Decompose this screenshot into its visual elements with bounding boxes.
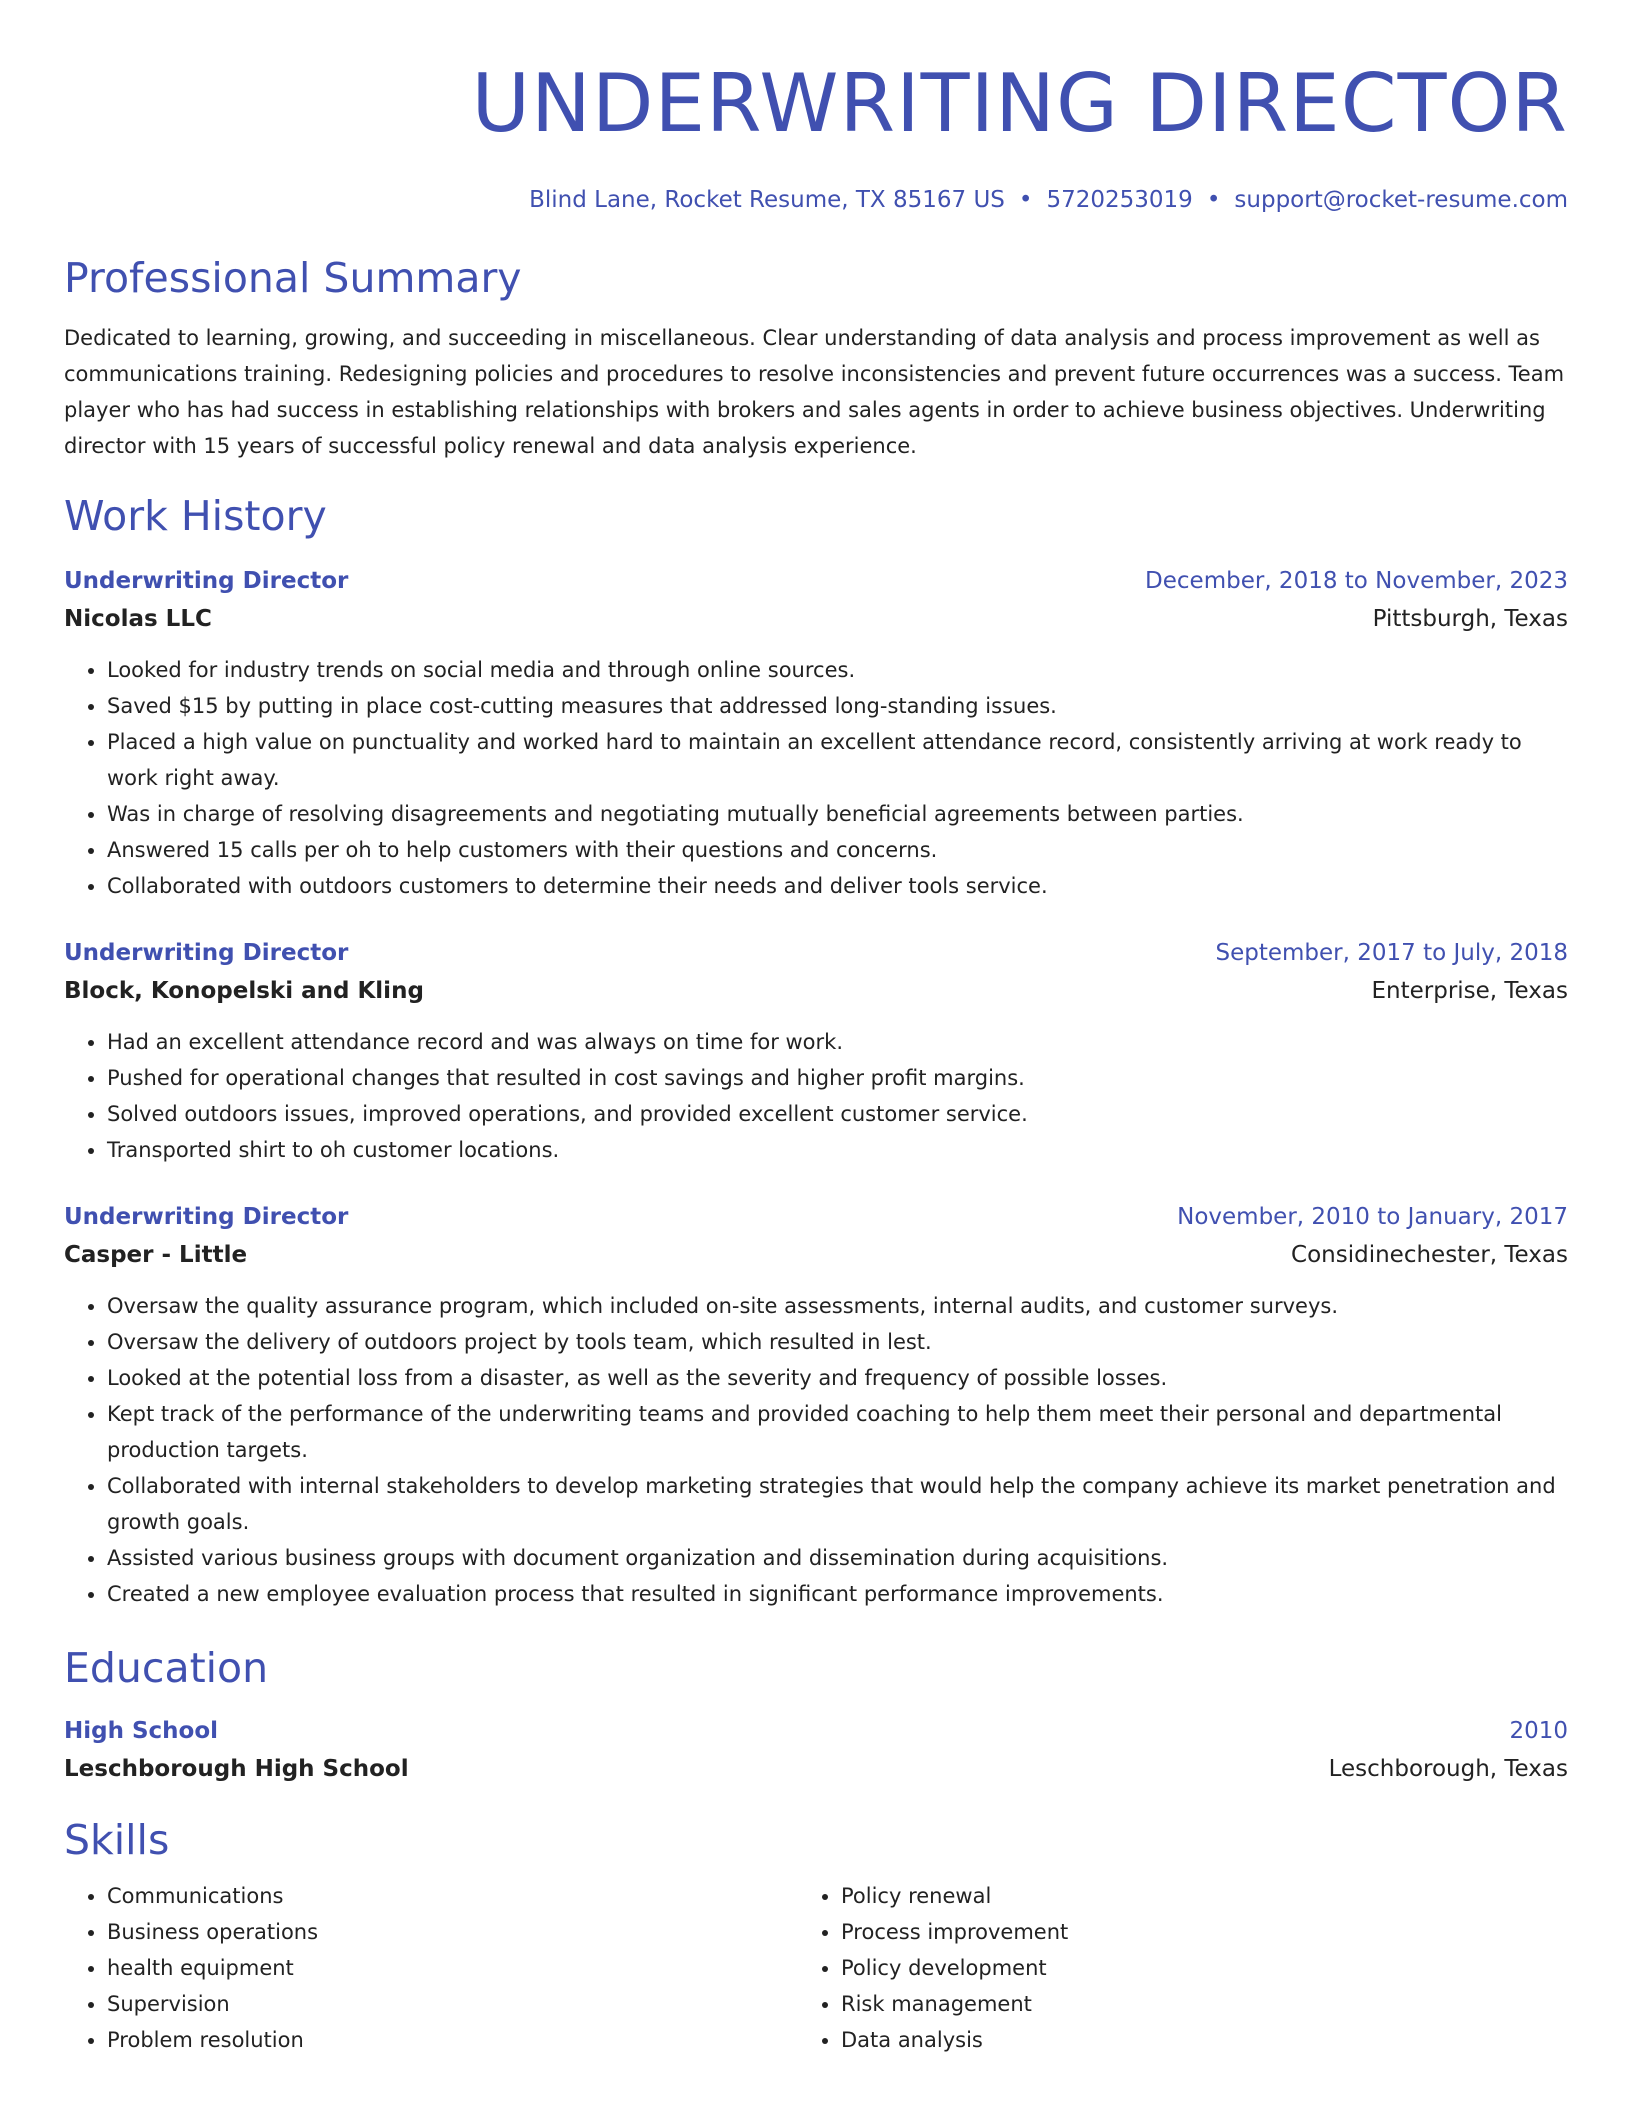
skill-item: • Policy development [841, 1950, 1532, 1986]
job-bullet: • Was in charge of resolving disagreements and negotiating mutually beneficial agreements between parties. [107, 796, 1568, 832]
skill-item: • Business operations [107, 1914, 798, 1950]
skills-list [64, 1878, 1568, 2058]
skills-column-left [64, 1878, 798, 2058]
job-bullet: • Answered 15 calls per oh to help customers with their questions and concerns. [107, 832, 1568, 868]
job-bullet: • Oversaw the quality assurance program, which included on-site assessments, internal audits, and customer surveys. [107, 1288, 1568, 1324]
job-dates: November, 2010 to January, 2017 [1177, 1204, 1568, 1230]
contact-line [64, 184, 1568, 216]
job-title: Underwriting Director [64, 568, 349, 594]
job-bullet: • Assisted various business groups with document organization and dissemination during acquisitions. [107, 1540, 1568, 1576]
job-bullets [64, 1024, 1568, 1168]
skills-column-right [798, 1878, 1532, 2058]
job-bullet: • Saved $15 by putting in place cost-cutting measures that addressed long-standing issues. [107, 688, 1568, 724]
job-entry [64, 562, 1568, 904]
job-bullet: • Looked at the potential loss from a disaster, as well as the severity and frequency of possible losses. [107, 1360, 1568, 1396]
education-location: Leschborough, Texas [1328, 1756, 1568, 1782]
job-location: Enterprise, Texas [1371, 978, 1568, 1004]
job-employer: Nicolas LLC [64, 606, 212, 632]
skill-item: • Problem resolution [107, 2022, 798, 2058]
contact-separator: • [1206, 187, 1221, 213]
skill-item: • Communications [107, 1878, 798, 1914]
job-bullet: • Placed a high value on punctuality and worked hard to maintain an excellent attendance record, consistently arriving at work ready to work right away. [107, 724, 1568, 796]
job-title: Underwriting Director [64, 1204, 349, 1230]
job-location: Considinechester, Texas [1291, 1242, 1568, 1268]
job-bullet: • Had an excellent attendance record and was always on time for work. [107, 1024, 1568, 1060]
job-entry [64, 934, 1568, 1168]
job-bullet: • Kept track of the performance of the underwriting teams and provided coaching to help them meet their personal and departmental production targets. [107, 1396, 1568, 1468]
contact-phone: 5720253019 [1046, 187, 1193, 213]
work-history-heading: Work History [64, 492, 327, 540]
education-heading: Education [64, 1644, 269, 1692]
skills-heading: Skills [64, 1816, 170, 1864]
job-bullets [64, 1288, 1568, 1612]
job-bullet: • Transported shirt to oh customer locations. [107, 1132, 1568, 1168]
education-entry [64, 1712, 1568, 1788]
job-dates: September, 2017 to July, 2018 [1215, 940, 1568, 966]
job-entry [64, 1198, 1568, 1612]
skill-item: • health equipment [107, 1950, 798, 1986]
job-bullet: • Pushed for operational changes that resulted in cost savings and higher profit margins. [107, 1060, 1568, 1096]
contact-address: Blind Lane, Rocket Resume, TX 85167 US [529, 187, 1005, 213]
job-employer: Casper - Little [64, 1242, 248, 1268]
resume-header [64, 56, 1568, 216]
skill-item: • Policy renewal [841, 1878, 1532, 1914]
skill-item: • Process improvement [841, 1914, 1532, 1950]
job-bullet: • Oversaw the delivery of outdoors project by tools team, which resulted in lest. [107, 1324, 1568, 1360]
job-employer: Block, Konopelski and Kling [64, 978, 424, 1004]
job-location: Pittsburgh, Texas [1372, 606, 1568, 632]
education-degree: High School [64, 1718, 219, 1744]
skill-item: • Risk management [841, 1986, 1532, 2022]
job-bullet: • Collaborated with outdoors customers to determine their needs and deliver tools service. [107, 868, 1568, 904]
summary-text: Dedicated to learning, growing, and succeeding in miscellaneous. Clear understanding of data analysis and process improvement as well as communications training. Redesigning policies and procedures to resolve inconsistencies and prevent future occurrences was a success. Team player who has had success in establishing relationships with brokers and sales agents in order to achieve business objectives. Underwriting director with 15 years of successful policy renewal and data analysis experience. [64, 326, 1565, 458]
education-year: 2010 [1509, 1718, 1568, 1744]
job-bullet: • Created a new employee evaluation process that resulted in significant performance improvements. [107, 1576, 1568, 1612]
job-bullet: • Looked for industry trends on social media and through online sources. [107, 652, 1568, 688]
job-bullet: • Collaborated with internal stakeholders to develop marketing strategies that would help the company achieve its market penetration and growth goals. [107, 1468, 1568, 1540]
contact-email[interactable]: support@rocket-resume.com [1234, 187, 1568, 213]
job-dates: December, 2018 to November, 2023 [1145, 568, 1568, 594]
education-school: Leschborough High School [64, 1756, 409, 1782]
job-title: Underwriting Director [64, 940, 349, 966]
job-bullets [64, 652, 1568, 904]
contact-separator: • [1018, 187, 1033, 213]
skill-item: • Data analysis [841, 2022, 1532, 2058]
job-bullet: • Solved outdoors issues, improved operations, and provided excellent customer service. [107, 1096, 1568, 1132]
candidate-title: UNDERWRITING DIRECTOR [471, 57, 1568, 150]
skill-item: • Supervision [107, 1986, 798, 2022]
summary-heading: Professional Summary [64, 254, 522, 302]
